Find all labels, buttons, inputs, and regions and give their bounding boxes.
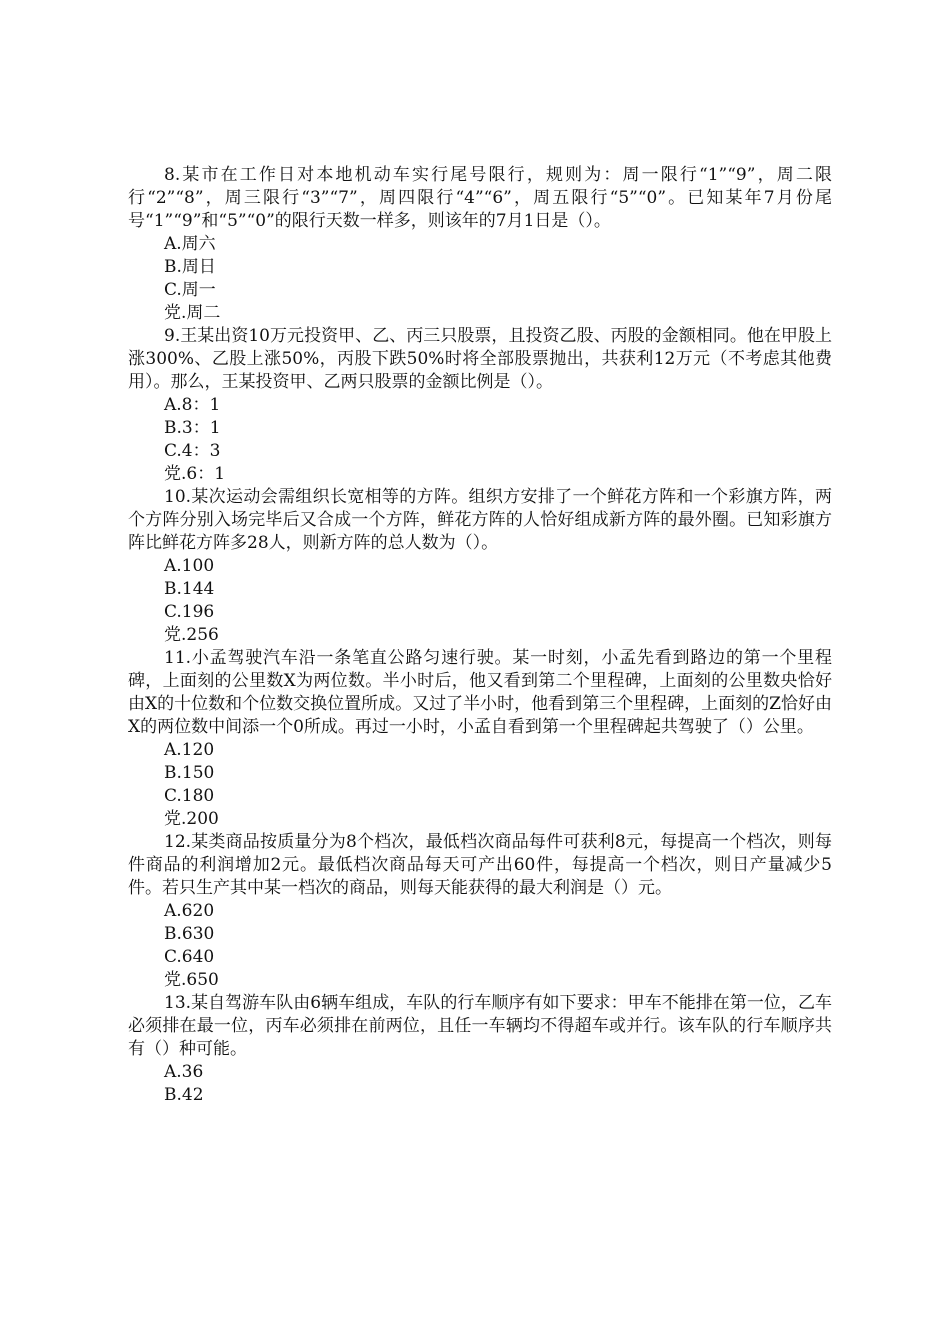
- question-stem: 8.某市在工作日对本地机动车实行尾号限行，规则为：周一限行“1”“9”，周二限行“2”“8”，周三限行“3”“7”，周四限行“4”“6”，周五限行“5”“0”。已知某年7月份尾号“1”“9”和“5”“0”的限行天数一样多，则该年的7月1日是（）。: [128, 165, 832, 231]
- question-stem: 10.某次运动会需组织长宽相等的方阵。组织方安排了一个鲜花方阵和一个彩旗方阵，两个方阵分别入场完毕后又合成一个方阵，鲜花方阵的人恰好组成新方阵的最外圈。已知彩旗方阵比鲜花方阵多28人，则新方阵的总人数为（）。: [128, 487, 832, 553]
- question-stem: 11.小孟驾驶汽车沿一条笔直公路匀速行驶。某一时刻，小孟先看到路边的第一个里程碑，上面刻的公里数X为两位数。半小时后，他又看到第二个里程碑，上面刻的公里数央恰好由X的十位数和个位数交换位置所成。又过了半小时，他看到第三个里程碑，上面刻的Z恰好由X的两位数中间添一个0所成。再过一小时，小孟自看到第一个里程碑起共驾驶了（）公里。: [128, 648, 832, 737]
- question-10: [128, 486, 832, 647]
- option-c: C.4：3: [164, 441, 221, 461]
- question-stem: 9.王某出资10万元投资甲、乙、丙三只股票，且投资乙股、丙股的金额相同。他在甲股上涨300%、乙股上涨50%，丙股下跌50%时将全部股票抛出，共获利12万元（不考虑其他费用）。那么，王某投资甲、乙两只股票的金额比例是（）。: [128, 326, 832, 392]
- option-b: B.630: [164, 924, 215, 944]
- question-8: [128, 164, 832, 325]
- option-b: B.144: [164, 579, 215, 599]
- option-b: B.周日: [164, 257, 216, 277]
- option-list: [128, 394, 832, 486]
- question-stem: 12.某类商品按质量分为8个档次，最低档次商品每件可获利8元，每提高一个档次，则每件商品的利润增加2元。最低档次商品每天可产出60件，每提高一个档次，则日产量减少5件。若只生产其中某一档次的商品，则每天能获得的最大利润是（）元。: [128, 832, 832, 898]
- document-page: [128, 164, 832, 1107]
- option-a: A.36: [164, 1062, 204, 1082]
- option-d: 党.200: [164, 809, 219, 829]
- option-list: [128, 900, 832, 992]
- option-c: C.196: [164, 602, 215, 622]
- question-stem: 13.某自驾游车队由6辆车组成，车队的行车顺序有如下要求：甲车不能排在第一位，乙车必须排在最一位，丙车必须排在前两位，且任一车辆均不得超车或并行。该车队的行车顺序共有（）种可能。: [128, 993, 832, 1059]
- option-a: A.8：1: [164, 395, 221, 415]
- option-d: 党.周二: [164, 303, 221, 323]
- option-c: C.周一: [164, 280, 216, 300]
- option-c: C.180: [164, 786, 215, 806]
- option-b: B.3：1: [164, 418, 221, 438]
- option-d: 党.256: [164, 625, 219, 645]
- question-9: [128, 325, 832, 486]
- option-a: A.周六: [164, 234, 216, 254]
- option-list: [128, 555, 832, 647]
- option-list: [128, 233, 832, 325]
- option-a: A.100: [164, 556, 215, 576]
- option-b: B.42: [164, 1085, 204, 1105]
- option-d: 党.6：1: [164, 464, 226, 484]
- option-d: 党.650: [164, 970, 219, 990]
- option-c: C.640: [164, 947, 215, 967]
- option-list: [128, 1061, 832, 1107]
- question-12: [128, 831, 832, 992]
- question-11: [128, 647, 832, 831]
- option-a: A.120: [164, 740, 215, 760]
- option-list: [128, 739, 832, 831]
- option-b: B.150: [164, 763, 215, 783]
- option-a: A.620: [164, 901, 215, 921]
- question-13: [128, 992, 832, 1107]
